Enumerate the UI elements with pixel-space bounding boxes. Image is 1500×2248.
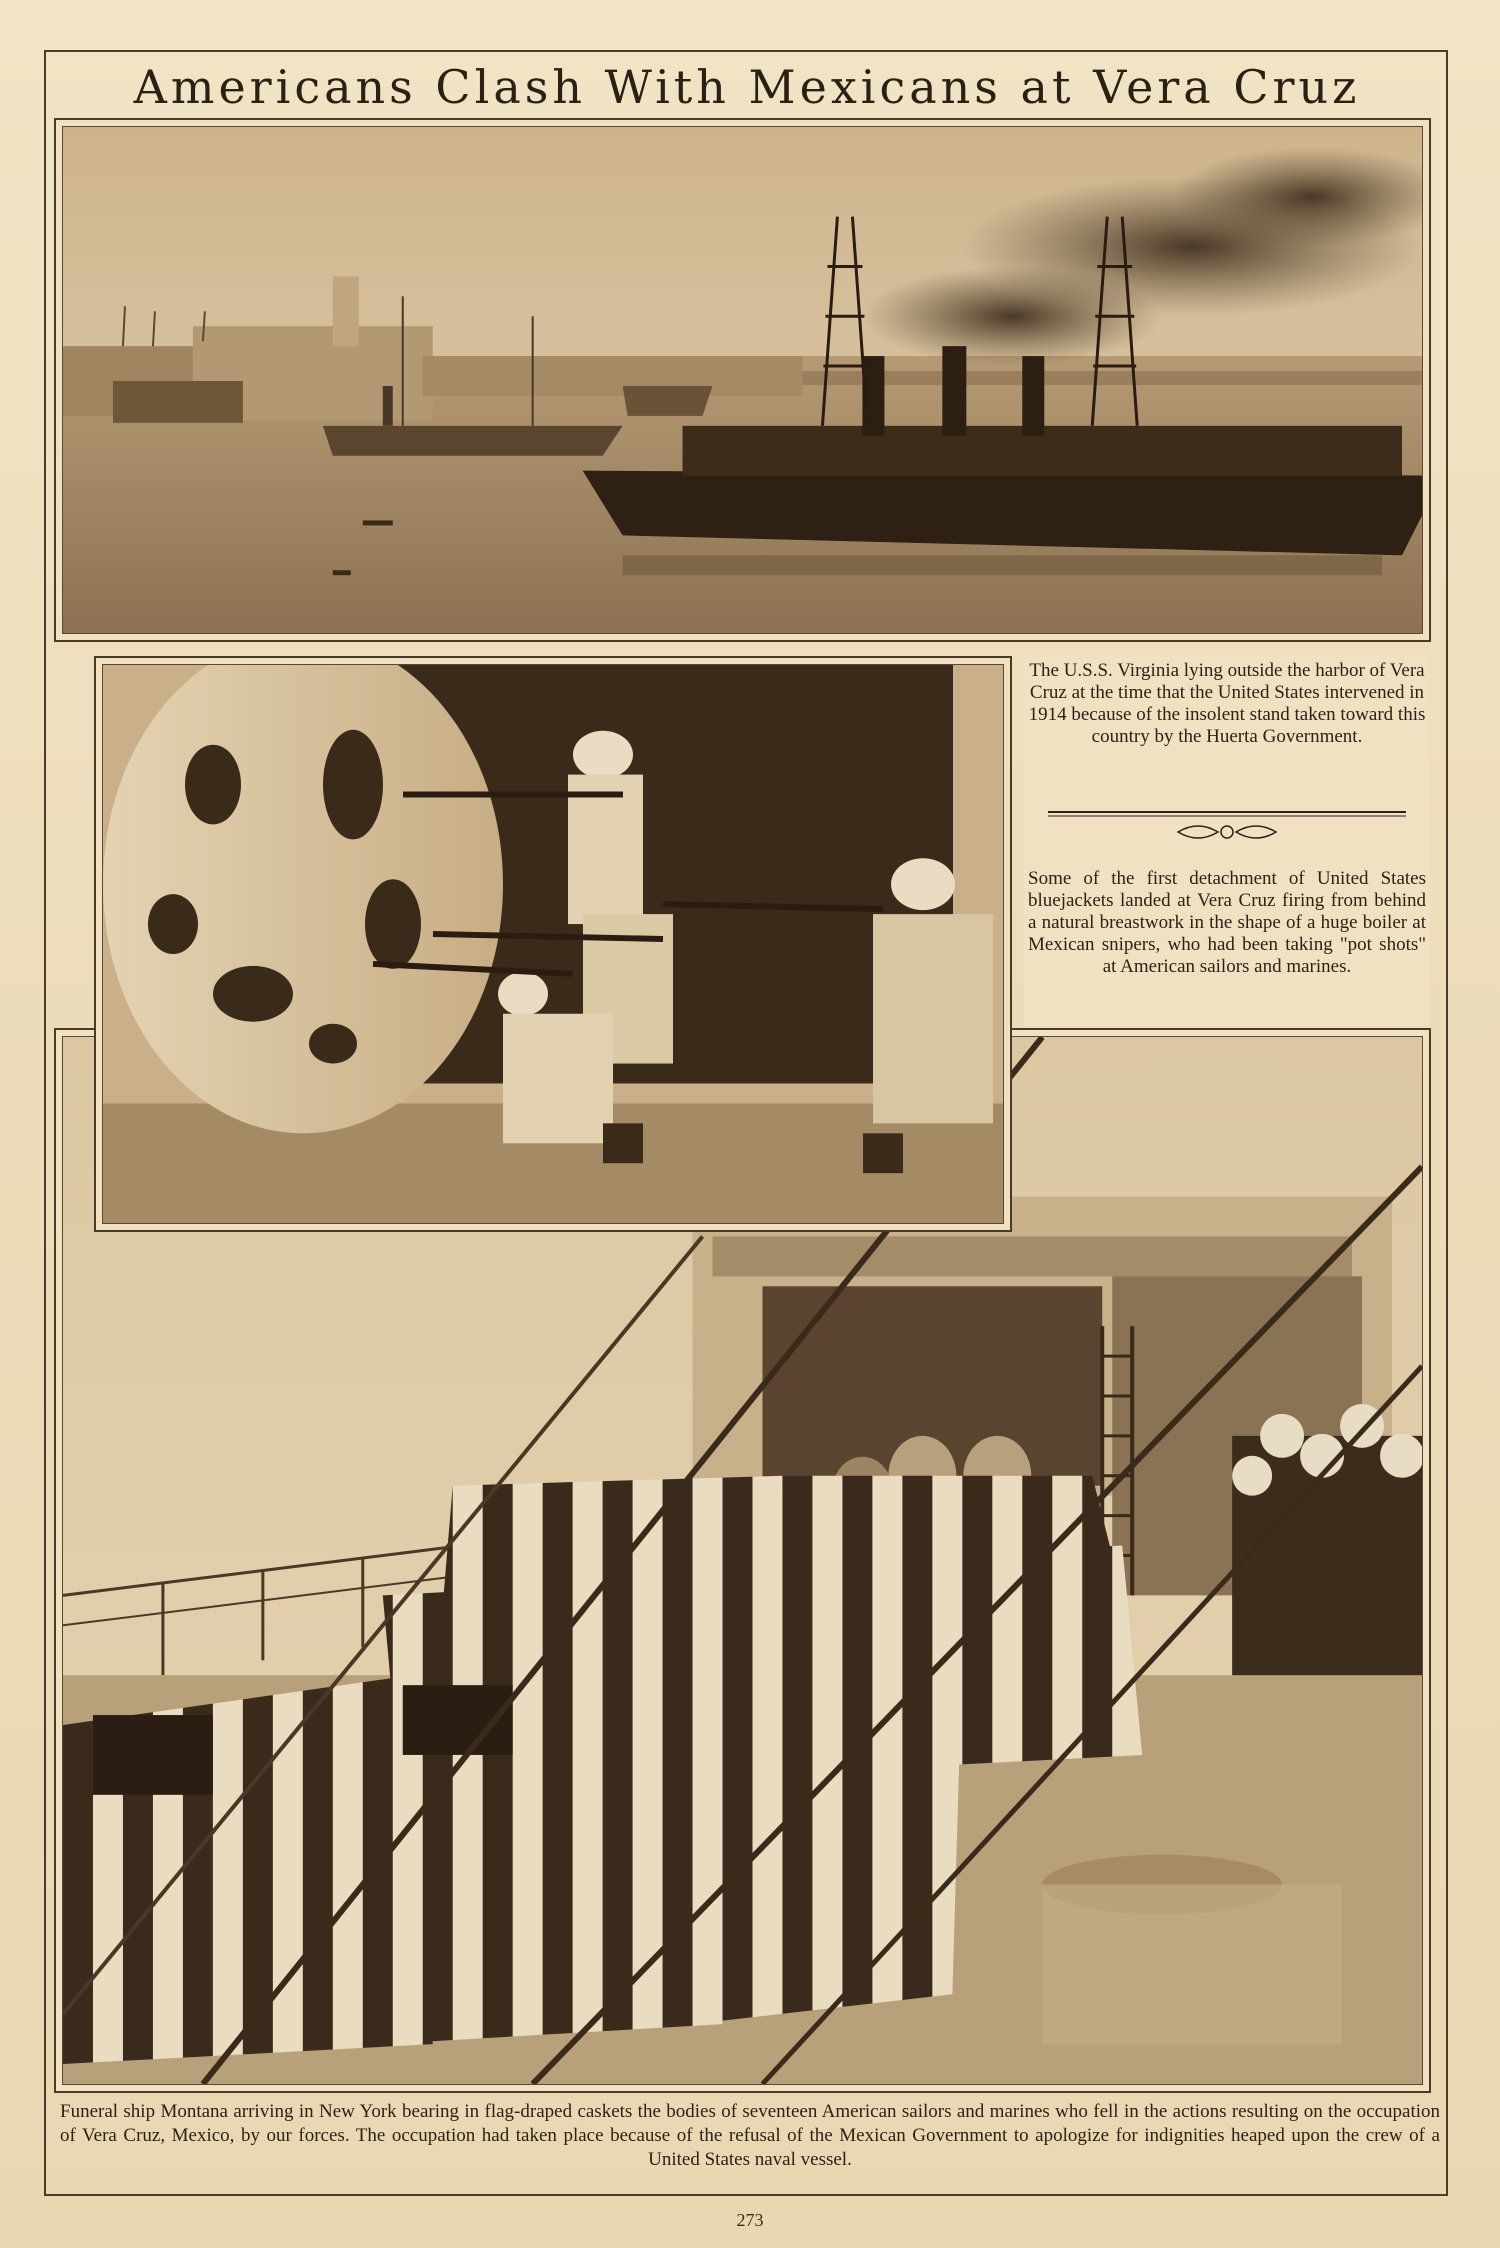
page-title: Americans Clash With Mexicans at Vera Cruz	[133, 60, 1361, 114]
bluejackets-image	[103, 665, 1003, 1223]
caption-funeral-ship: Funeral ship Montana arriving in New York bearing in flag-draped caskets the bodies of seventeen American sailors and marines who fell in the actions resulting on the occupation of Vera Cruz, Mexico, by our forces. The occupation had taken place because of the refusal of the Mexican Government to apologize for indignities heaped upon the crew of a United States naval vessel.	[60, 2101, 1440, 2170]
caption-panel	[1024, 656, 1430, 1026]
caption-virginia: The U.S.S. Virginia lying outside the harbor of Vera Cruz at the time that the United States intervened in 1914 because of the insolent stand taken toward this country by the Huerta Government.	[1028, 660, 1426, 747]
page-number: 273	[736, 2210, 764, 2230]
uss-virginia-image	[63, 127, 1422, 633]
photo-uss-virginia	[54, 118, 1431, 642]
photo-bluejackets-boiler	[94, 656, 1012, 1232]
ornamental-divider	[1048, 802, 1406, 848]
caption-bluejackets: Some of the first detachment of United States bluejackets landed at Vera Cruz firing from behind a natural breastwork in the shape of a huge boiler at Mexican snipers, who had been taking "pot shots" at American sailors and marines.	[1028, 868, 1426, 977]
